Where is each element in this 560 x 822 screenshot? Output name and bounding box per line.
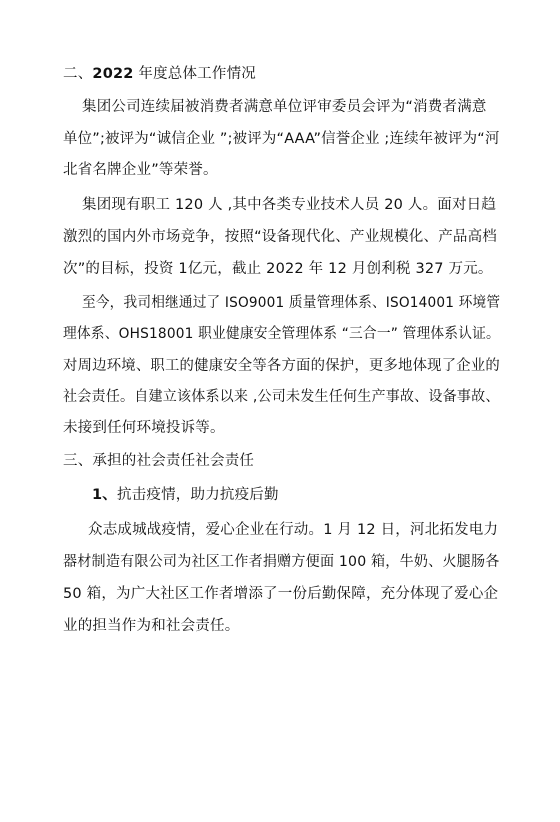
section-2-para-3-line-2: 理体系、OHS18001 职业健康安全管理体系 “三合一” 管理体系认证。 [63,326,500,342]
section-2-para-3-line-4: 社会责任。自建立该体系以来 ,公司未发生任何生产事故、设备事故、 [63,389,500,405]
section-3-para-1-line-1: 众志成城战疫情，爱心企业在行动。1 月 12 日，河北拓发电力 [88,522,499,538]
section-2-para-3-line-1: 至今，我司相继通过了 ISO9001 质量管理体系、ISO14001 环境管 [82,295,501,311]
section-3-para-1-line-4: 业的担当作为和社会责任。 [63,618,240,634]
section-3-subheading-text: 抗击疫情，助力抗疫后勤 [117,487,279,503]
section-3-para-1-line-3: 50 箱，为广大社区工作者增添了一份后勤保障，充分体现了爱心企 [63,586,499,602]
section-2-para-1-line-1: 集团公司连续届被消费者满意单位评审委员会评为“消费者满意 [82,99,487,115]
section-2-heading-prefix: 二、 [63,66,93,82]
section-2-para-2-line-1: 集团现有职工 120 人 ,其中各类专业技术人员 20 人。面对日趋 [82,197,497,213]
section-2-heading-rest: 年度总体工作情况 [133,66,256,82]
section-2-para-3-line-5: 未接到任何环境投诉等。 [63,420,225,436]
section-3-subheading-number: 1、 [92,487,117,503]
section-2-heading-year: 2022 [92,66,134,82]
section-2-para-1-line-3: 北省名牌企业”等荣誉。 [63,162,218,178]
section-2-para-1-line-2: 单位”;被评为“诚信企业 ”;被评为“AAA”信誉企业 ;连续年被评为“河 [63,131,500,147]
section-3-subheading [92,485,279,505]
section-3-para-1-line-2: 器材制造有限公司为社区工作者捐赠方便面 100 箱，牛奶、火腿肠各 [63,554,500,570]
section-2-heading [63,64,256,84]
section-2-para-2-line-3: 次”的目标，投资 1亿元，截止 2022 年 12 月创利税 327 万元。 [63,261,493,277]
section-3-heading: 三、承担的社会责任社会责任 [63,453,255,469]
section-2-para-3-line-3: 对周边环境、职工的健康安全等各方面的保护，更多地体现了企业的 [63,358,500,374]
section-2-para-2-line-2: 激烈的国内外市场竞争，按照“设备现代化、产业规模化、产品高档 [63,229,498,245]
